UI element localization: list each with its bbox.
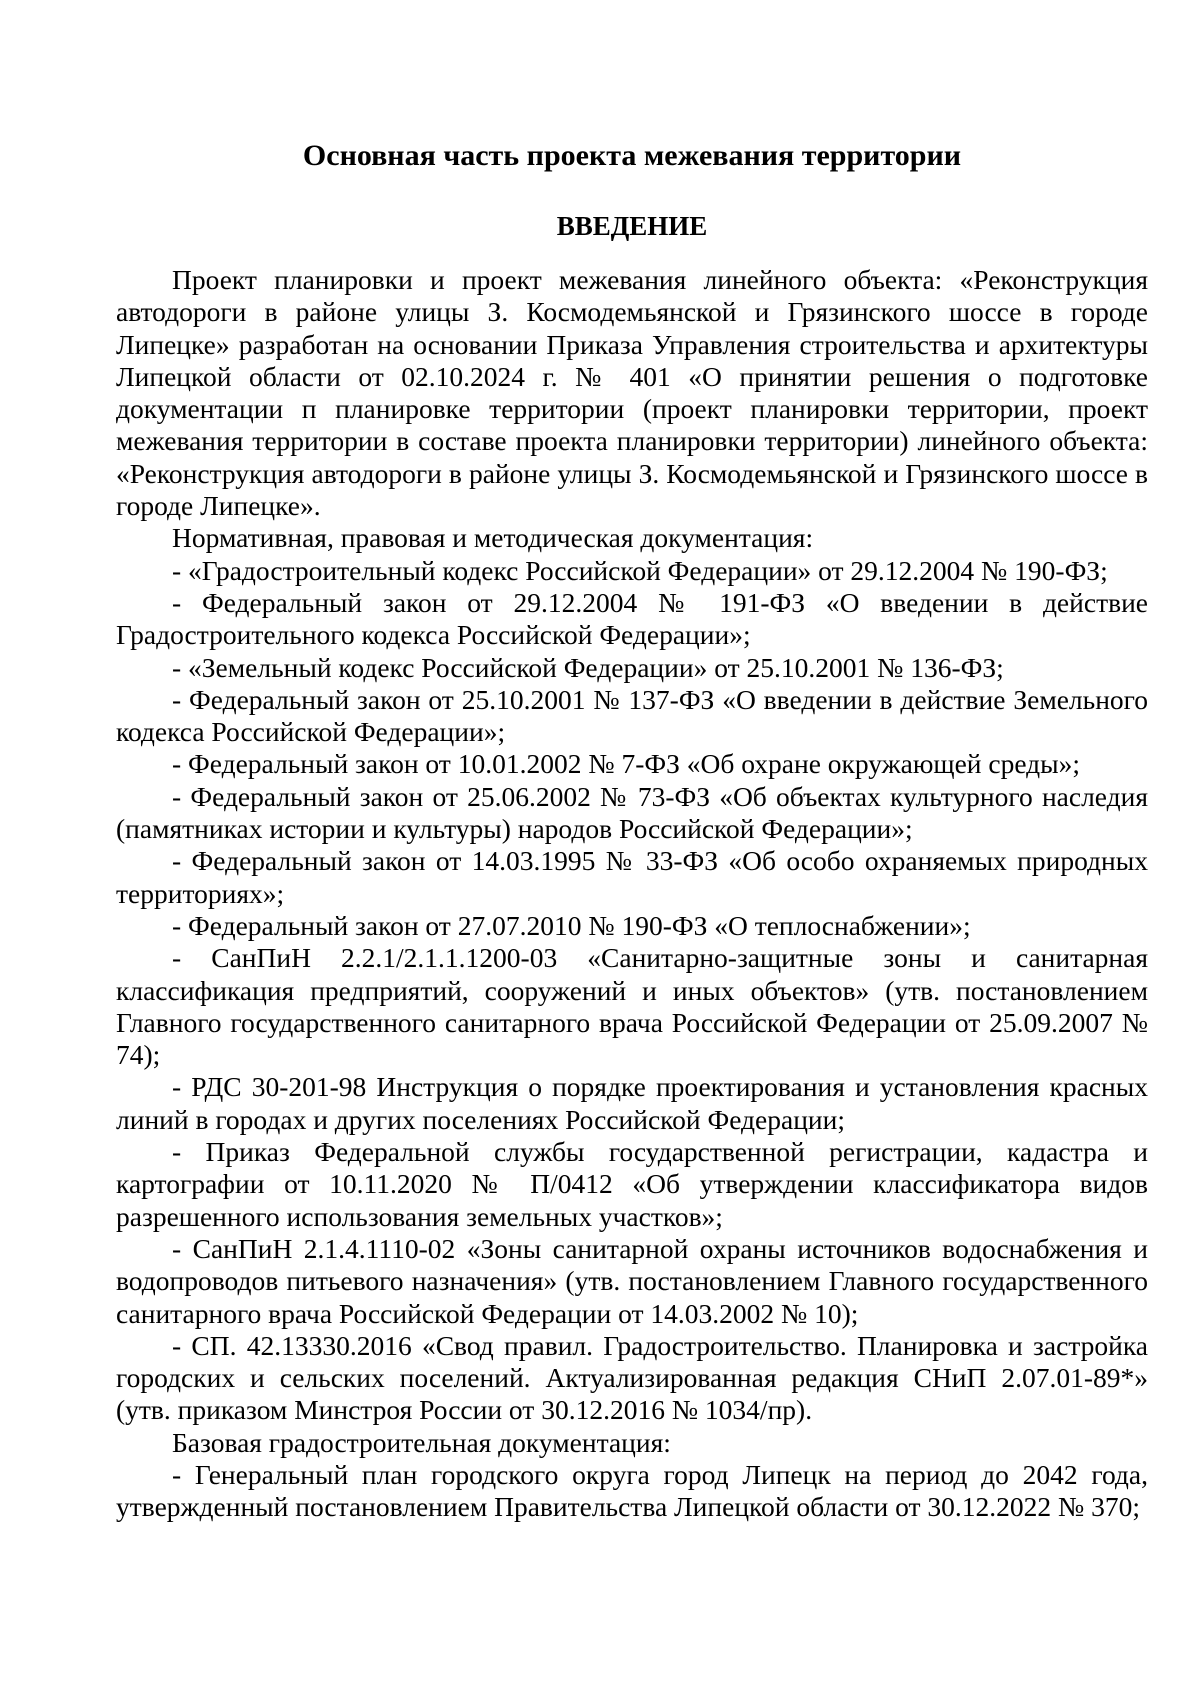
base-docs-heading: Базовая градостроительная документация: — [172, 1426, 671, 1458]
list-item: - Федеральный закон от 27.07.2010 № 190-ФЗ «О теплоснабжении»; — [172, 909, 971, 941]
list-item: - Генеральный план городского округа город Липецк на период до 2042 года, утвержденный постановлением Правительства Липецкой области от 30.12.2022 № 370; — [116, 1458, 1148, 1523]
list-item: - Федеральный закон от 29.12.2004 № 191-ФЗ «О введении в действие Градостроительного кодекса Российской Федерации»; — [116, 586, 1148, 651]
document-title: Основная часть проекта межевания территории — [302, 139, 962, 172]
list-item: - «Земельный кодекс Российской Федерации» от 25.10.2001 № 136-ФЗ; — [172, 651, 1004, 683]
list-item: - СанПиН 2.1.4.1110-02 «Зоны санитарной охраны источников водоснабжения и водопроводов питьевого назначения» (утв. постановлением Главного государственного санитарного врача Российской Федерации от 14.03.2002 № 10); — [116, 1232, 1148, 1329]
list-item: - «Градостроительный кодекс Российской Федерации» от 29.12.2004 № 190-ФЗ; — [172, 554, 1108, 586]
list-item: - СанПиН 2.2.1/2.1.1.1200-03 «Санитарно-защитные зоны и санитарная классификация предприятий, сооружений и иных объектов» (утв. постановлением Главного государственного санитарного врача Российской Федерации от 25.09.2007 № 74); — [116, 942, 1148, 1071]
section-heading: ВВЕДЕНИЕ — [556, 211, 708, 241]
list-item: - СП. 42.13330.2016 «Свод правил. Градостроительство. Планировка и застройка городских и сельских поселений. Актуализированная редакция СНиП 2.07.01-89*» (утв. приказом Минстроя России от 30.12.2016 № 1034/пр). — [116, 1329, 1148, 1426]
document-body — [116, 264, 1148, 1524]
regulatory-docs-heading: Нормативная, правовая и методическая документация: — [172, 522, 814, 554]
list-item: - Федеральный закон от 14.03.1995 № 33-ФЗ «Об особо охраняемых природных территориях»; — [116, 845, 1148, 909]
intro-paragraph: Проект планировки и проект межевания линейного объекта: «Реконструкция автодороги в районе улицы З. Космодемьянской и Грязинского шоссе в городе Липецке» разработан на основании Приказа Управления строительства и архитектуры Липецкой области от 02.10.2024 г. № 401 «О принятии решения о подготовке документации п планировке территории (проект планировки территории, проект межевания территории в составе проекта планировки территории) линейного объекта: «Реконструкция автодороги в районе улицы З. Космодемьянской и Грязинского шоссе в городе Липецке». — [116, 264, 1148, 522]
list-item: - Приказ Федеральной службы государственной регистрации, кадастра и картографии от 10.11.2020 № П/0412 «Об утверждении классификатора видов разрешенного использования земельных участков»; — [116, 1136, 1148, 1232]
list-item: - РДС 30-201-98 Инструкция о порядке проектирования и установления красных линий в городах и других поселениях Российской Федерации; — [116, 1071, 1148, 1135]
list-item: - Федеральный закон от 25.06.2002 № 73-ФЗ «Об объектах культурного наследия (памятниках истории и культуры) народов Российской Федерации»; — [116, 780, 1148, 845]
list-item: - Федеральный закон от 10.01.2002 № 7-ФЗ «Об охране окружающей среды»; — [172, 748, 1081, 780]
list-item: - Федеральный закон от 25.10.2001 № 137-ФЗ «О введении в действие Земельного кодекса Российской Федерации»; — [116, 683, 1148, 748]
